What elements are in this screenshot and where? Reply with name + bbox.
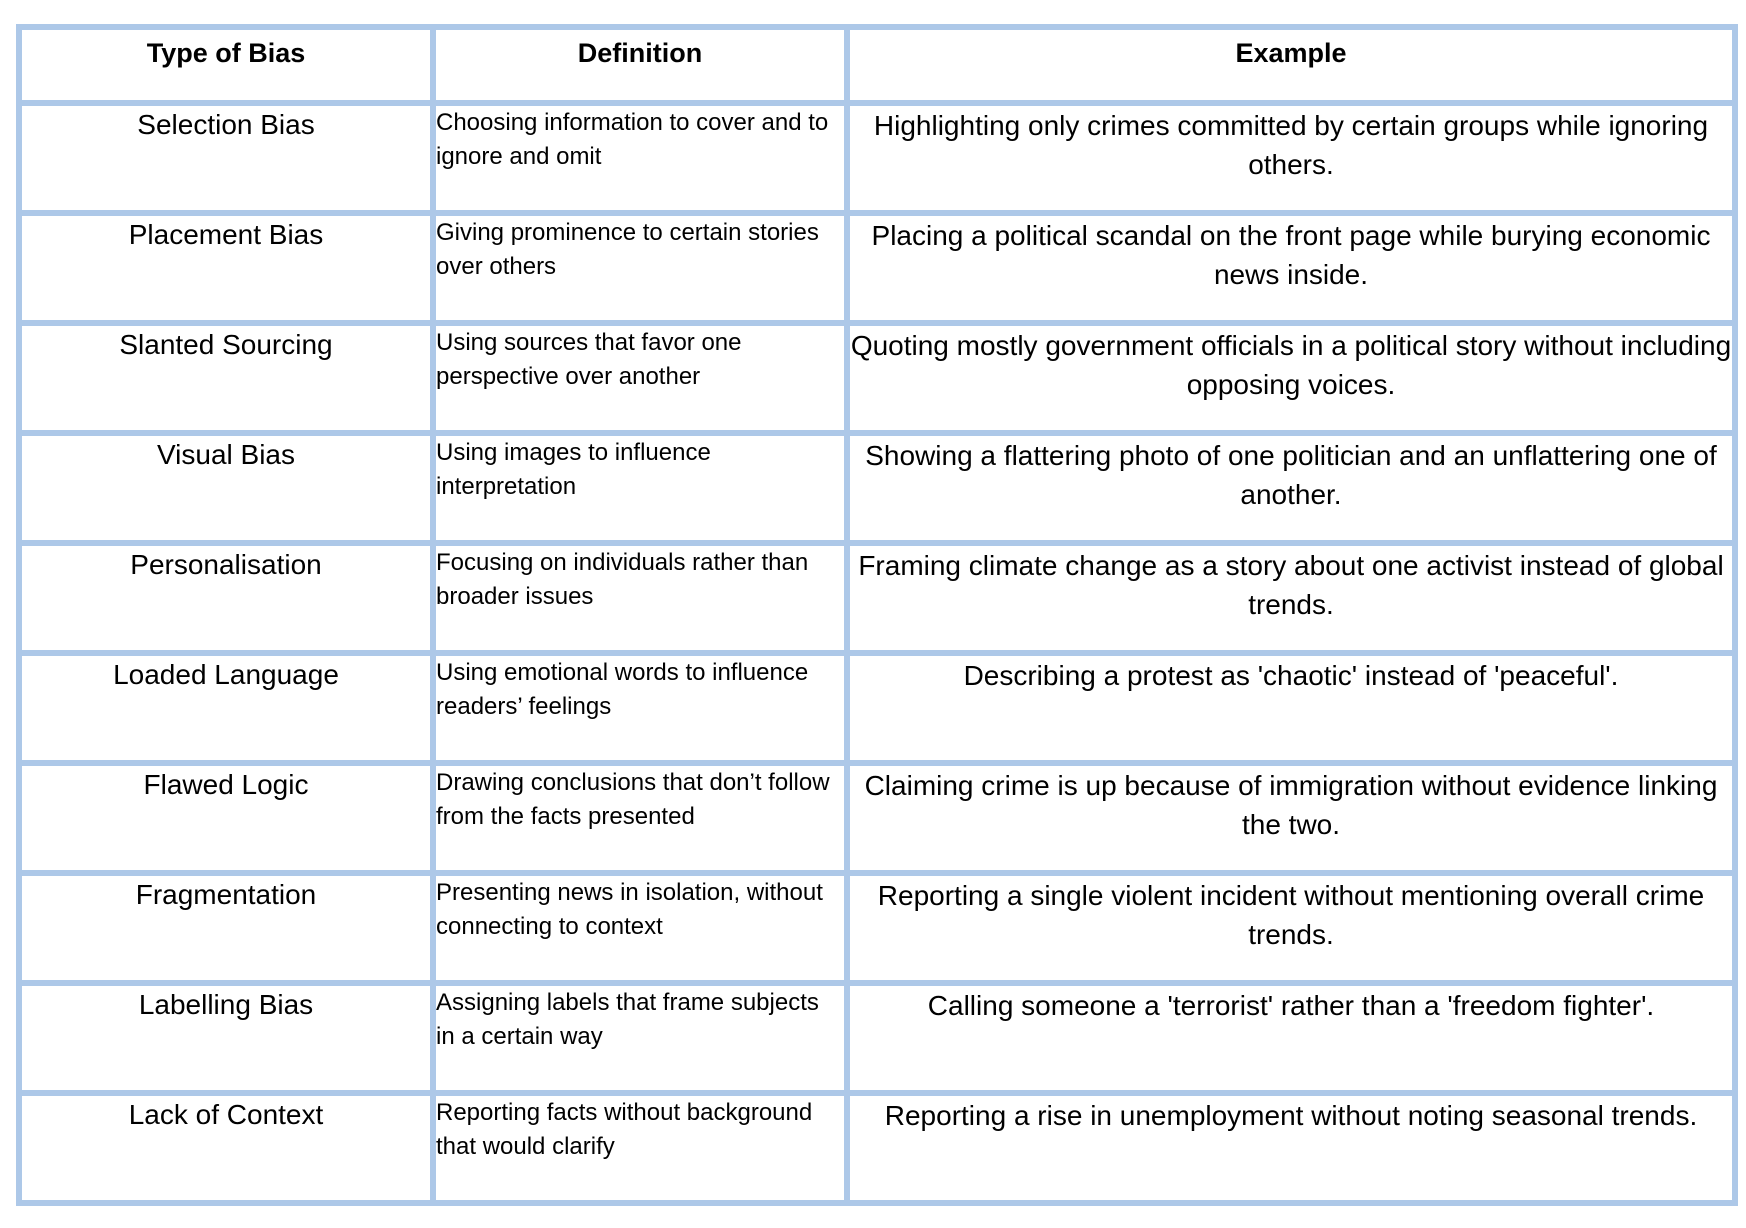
bias-type-cell: Slanted Sourcing bbox=[19, 323, 433, 433]
header-example: Example bbox=[847, 27, 1735, 103]
definition-cell: Presenting news in isolation, without connecting to context bbox=[433, 873, 847, 983]
example-cell: Quoting mostly government officials in a political story without including opposing voices. bbox=[847, 323, 1735, 433]
bias-type-cell: Visual Bias bbox=[19, 433, 433, 543]
table-row bbox=[19, 433, 1735, 543]
bias-type-cell: Personalisation bbox=[19, 543, 433, 653]
header-row bbox=[19, 27, 1735, 103]
example-cell: Placing a political scandal on the front page while burying economic news inside. bbox=[847, 213, 1735, 323]
table-row bbox=[19, 1093, 1735, 1203]
definition-cell: Using images to influence interpretation bbox=[433, 433, 847, 543]
definition-cell: Giving prominence to certain stories over others bbox=[433, 213, 847, 323]
example-cell: Claiming crime is up because of immigration without evidence linking the two. bbox=[847, 763, 1735, 873]
example-cell: Calling someone a 'terrorist' rather than a 'freedom fighter'. bbox=[847, 983, 1735, 1093]
bias-type-cell: Loaded Language bbox=[19, 653, 433, 763]
header-definition: Definition bbox=[433, 27, 847, 103]
table-row bbox=[19, 763, 1735, 873]
media-bias-table bbox=[16, 24, 1738, 1206]
bias-type-cell: Selection Bias bbox=[19, 103, 433, 213]
definition-cell: Focusing on individuals rather than broader issues bbox=[433, 543, 847, 653]
table-row bbox=[19, 983, 1735, 1093]
table-row bbox=[19, 213, 1735, 323]
bias-type-cell: Fragmentation bbox=[19, 873, 433, 983]
example-cell: Framing climate change as a story about one activist instead of global trends. bbox=[847, 543, 1735, 653]
example-cell: Reporting a rise in unemployment without noting seasonal trends. bbox=[847, 1093, 1735, 1203]
table-row bbox=[19, 543, 1735, 653]
example-cell: Highlighting only crimes committed by certain groups while ignoring others. bbox=[847, 103, 1735, 213]
definition-cell: Reporting facts without background that would clarify bbox=[433, 1093, 847, 1203]
header-type-of-bias: Type of Bias bbox=[19, 27, 433, 103]
table-header bbox=[19, 27, 1735, 103]
table-row bbox=[19, 323, 1735, 433]
table-row bbox=[19, 103, 1735, 213]
example-cell: Reporting a single violent incident without mentioning overall crime trends. bbox=[847, 873, 1735, 983]
bias-type-cell: Lack of Context bbox=[19, 1093, 433, 1203]
example-cell: Describing a protest as 'chaotic' instead of 'peaceful'. bbox=[847, 653, 1735, 763]
definition-cell: Assigning labels that frame subjects in a certain way bbox=[433, 983, 847, 1093]
definition-cell: Drawing conclusions that don’t follow from the facts presented bbox=[433, 763, 847, 873]
bias-type-cell: Placement Bias bbox=[19, 213, 433, 323]
table-row bbox=[19, 653, 1735, 763]
bias-type-cell: Labelling Bias bbox=[19, 983, 433, 1093]
definition-cell: Using emotional words to influence readers’ feelings bbox=[433, 653, 847, 763]
bias-type-cell: Flawed Logic bbox=[19, 763, 433, 873]
table-body bbox=[19, 103, 1735, 1203]
table-row bbox=[19, 873, 1735, 983]
example-cell: Showing a flattering photo of one politician and an unflattering one of another. bbox=[847, 433, 1735, 543]
definition-cell: Choosing information to cover and to ignore and omit bbox=[433, 103, 847, 213]
definition-cell: Using sources that favor one perspective over another bbox=[433, 323, 847, 433]
